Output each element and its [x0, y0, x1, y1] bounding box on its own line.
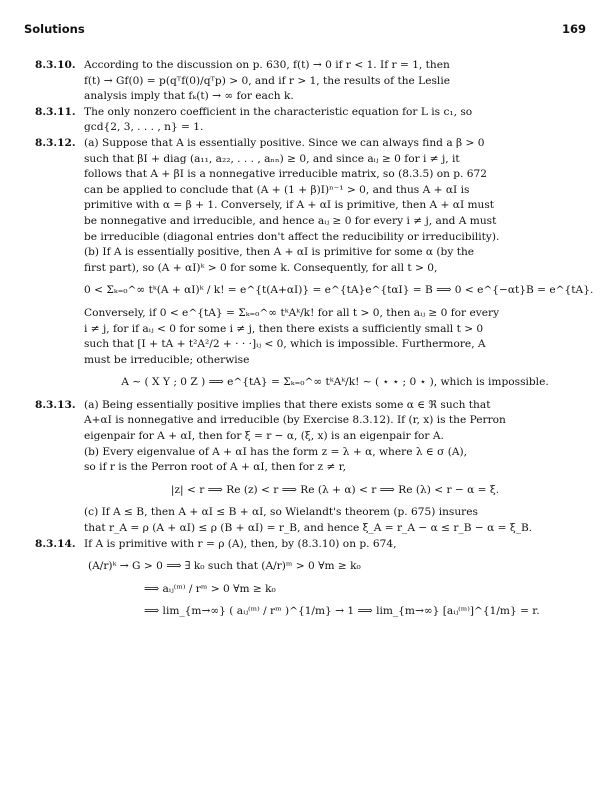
- text-line: be irreducible (diagonal entries don't affect the reducibility or irreducibility).: [84, 230, 500, 243]
- text-line: (a) Suppose that A is essentially positive. Since we can always find a β > 0: [84, 136, 485, 149]
- text-line: can be applied to conclude that (A + (1 + β)I)ⁿ⁻¹ > 0, and thus A + αI is: [84, 183, 470, 196]
- text-line: (c) If A ≤ B, then A + αI ≤ B + αI, so Wielandt's theorem (p. 675) insures: [84, 506, 478, 519]
- text-line: Conversely, if 0 < e^{tA} = Σₖ₌₀^∞ tᵏAᵏ/k! for all t > 0, then aᵢⱼ ≥ 0 for every: [84, 306, 500, 319]
- text-line: be nonnegative and irreducible, and hence aᵢⱼ ≥ 0 for every i ≠ j, and A must: [84, 214, 497, 227]
- display-equation: ⟹ lim_{m→∞} ( aᵢⱼ⁽ᵐ⁾ / rᵐ )^{1/m} → 1 ⟹ lim_{m→∞} [aᵢⱼ⁽ᵐ⁾]^{1/m} = r.: [144, 605, 540, 618]
- solution-number: 8.3.10.: [35, 59, 76, 71]
- text-line: follows that A + βI is a nonnegative irreducible matrix, so (8.3.5) on p. 672: [84, 168, 488, 181]
- section-title: Solutions: [24, 22, 85, 36]
- solution-8-3-13: [35, 398, 586, 537]
- text-line: must be irreducible; otherwise: [84, 353, 250, 366]
- text-line: such that βI + diag (a₁₁, a₂₂, . . . , aₙₙ) ≥ 0, and since aᵢⱼ ≥ 0 for i ≠ j, it: [84, 152, 460, 165]
- page-number: 169: [561, 22, 586, 36]
- solution-8-3-14: [35, 537, 586, 620]
- display-equation: |z| < r ⟹ Re (z) < r ⟹ Re (λ + α) < r ⟹ Re (λ) < r − α = ξ.: [170, 483, 500, 496]
- text-line: gcd{2, 3, . . . , n} = 1.: [84, 121, 204, 134]
- solution-number: 8.3.11.: [35, 105, 76, 118]
- text-line: primitive with α = β + 1. Conversely, if A + αI is primitive, then A + αI must: [84, 199, 495, 212]
- text-line: (b) Every eigenvalue of A + αI has the form z = λ + α, where λ ∈ σ (A),: [84, 445, 468, 458]
- text-line: f(t) → Gf(0) = p(qᵀf(0)/qᵀp) > 0, and if r > 1, the results of the Leslie: [84, 74, 450, 87]
- solutions-body: [35, 58, 594, 627]
- text-line: (b) If A is essentially positive, then A + αI is primitive for some α (by the: [84, 246, 475, 259]
- text-line: According to the discussion on p. 630, f(t) → 0 if r < 1. If r = 1, then: [84, 59, 450, 71]
- solution-8-3-10: [35, 58, 586, 105]
- text-line: eigenpair for A + αI, then for ξ = r − α, (ξ, x) is an eigenpair for A.: [84, 430, 444, 443]
- text-line: first part), so (A + αI)ᵏ > 0 for some k. Consequently, for all t > 0,: [84, 261, 438, 274]
- running-header: [24, 22, 586, 38]
- text-line: that r_A = ρ (A + αI) ≤ ρ (B + αI) = r_B, and hence ξ_A = r_A − α ≤ r_B − α = ξ_B.: [84, 522, 533, 535]
- text-line: If A is primitive with r = ρ (A), then, by (8.3.10) on p. 674,: [84, 537, 397, 550]
- text-line: i ≠ j, for if aᵢⱼ < 0 for some i ≠ j, then there exists a sufficiently small t > 0: [84, 322, 484, 335]
- display-equation: ⟹ aᵢⱼ⁽ᵐ⁾ / rᵐ > 0 ∀m ≥ k₀: [144, 582, 276, 595]
- text-line: such that [I + tA + t²A²/2 + · · ·]ᵢⱼ < 0, which is impossible. Furthermore, A: [84, 338, 486, 351]
- display-equation: 0 < Σₖ₌₀^∞ tᵏ(A + αI)ᵏ / k! = e^{t(A+αI)} = e^{tA}e^{tαI} = B ⟹ 0 < e^{−αt}B = e^{tA}.: [84, 284, 594, 297]
- solution-8-3-12: [35, 136, 594, 391]
- text-line: analysis imply that fₖ(t) → ∞ for each k.: [84, 90, 294, 103]
- display-equation: (A/r)ᵏ → G > 0 ⟹ ∃ k₀ such that (A/r)ᵐ > 0 ∀m ≥ k₀: [88, 560, 361, 573]
- text-line: so if r is the Perron root of A + αI, then for z ≠ r,: [84, 461, 346, 474]
- solution-8-3-11: [35, 105, 586, 136]
- solution-number: 8.3.14.: [35, 537, 76, 550]
- text-line: A+αI is nonnegative and irreducible (by Exercise 8.3.12). If (r, x) is the Perron: [84, 414, 506, 427]
- solution-number: 8.3.13.: [35, 398, 76, 411]
- display-equation: A ∼ ( X Y ; 0 Z ) ⟹ e^{tA} = Σₖ₌₀^∞ tᵏAᵏ/k! ∼ ( ⋆ ⋆ ; 0 ⋆ ), which is impossible.: [121, 376, 549, 389]
- text-line: The only nonzero coefficient in the characteristic equation for L is c₁, so: [84, 105, 473, 118]
- solution-number: 8.3.12.: [35, 136, 76, 149]
- text-line: (a) Being essentially positive implies that there exists some α ∈ ℜ such that: [84, 398, 491, 411]
